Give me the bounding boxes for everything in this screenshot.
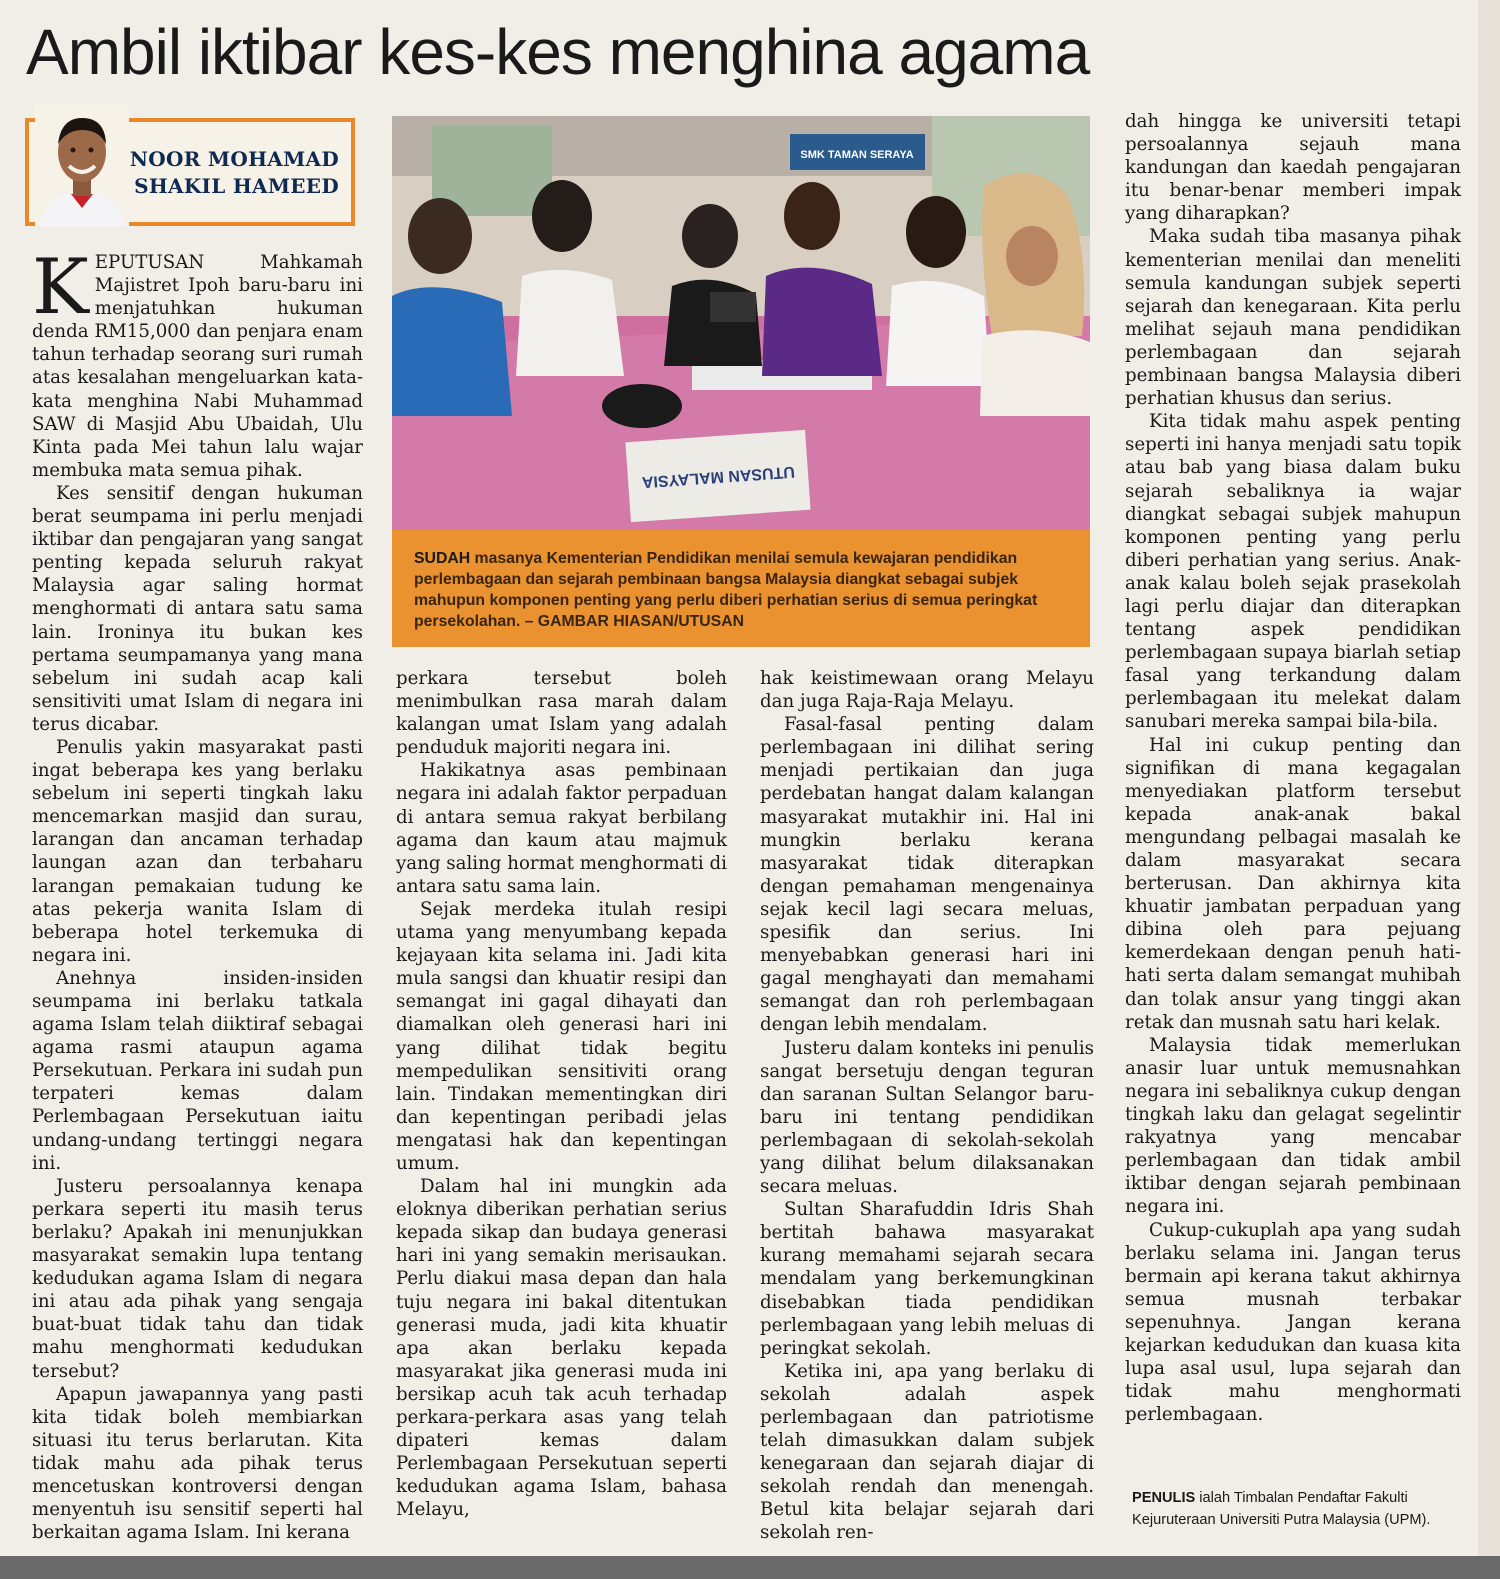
article-column-4 <box>1125 110 1461 1426</box>
article-column-3 <box>760 667 1094 1545</box>
article-column-1 <box>32 242 363 1544</box>
photo-caption <box>392 530 1090 647</box>
caption-lead: SUDAH <box>414 550 471 567</box>
article-paragraph: Ketika ini, apa yang berlaku di sekolah adalah aspek perlembagaan dan patriotisme telah dimasukkan dalam subjek kenegaraan dan sejarah diajar di sekolah rendah dan menengah. Betul kita belajar sejarah dari sekolah ren- <box>760 1360 1094 1544</box>
headline: Ambil iktibar kes-kes menghina agama <box>26 16 1090 88</box>
article-paragraph: Anehnya insiden-insiden seumpama ini berlaku tatkala agama Islam telah diiktiraf sebagai agama rasmi ataupun agama Persekutuan. Perkara ini sudah pun terpateri kemas dalam Perlembagaan Persekutuan iaitu undang-undang tertinggi negara ini. <box>32 967 363 1174</box>
author-note <box>1132 1487 1472 1531</box>
article-paragraph: Malaysia tidak memerlukan anasir luar untuk memusnahkan negara ini sebaliknya cukup dengan tingkah laku dan gelagat segelintir rakyatnya yang mencabar perlembagaan dan tidak ambil iktibar dengan sejarah pembinaan negara ini. <box>1125 1034 1461 1218</box>
newspaper-text: UTUSAN MALAYSIA <box>641 462 796 491</box>
article-paragraph: Justeru persoalannya kenapa perkara seperti itu masih terus berlaku? Apakah ini menunjukkan masyarakat semakin lupa tentang kedudukan agama Islam di negara ini atau ada pihak yang sengaja buat-buat tidak tahu dan tidak mahu menghormati kedudukan tersebut? <box>32 1175 363 1382</box>
author-byline <box>25 104 355 226</box>
article-paragraph: Cukup-cukuplah apa yang sudah berlaku selama ini. Jangan terus bermain api kerana takut akhirnya semua musnah terbakar sepenuhnya. Jangan kerana kejarkan kedudukan dan kuasa kita lupa asal usul, lupa sejarah dan tidak mahu menghormati perlembagaan. <box>1125 1219 1461 1426</box>
article-paragraph: Dalam hal ini mungkin ada eloknya diberikan perhatian serius kepada sikap dan budaya generasi hari ini yang semakin merisaukan. Perlu diakui masa depan dan hala tuju negara ini bakal ditentukan generasi muda, jadi kita khuatir apa akan berlaku kepada masyarakat jika generasi muda ini bersikap acuh tak acuh terhadap perkara-perkara asas yang telah dipateri kemas dalam Perlembagaan Persekutuan seperti kedudukan agama Islam, bahasa Melayu, <box>396 1176 727 1521</box>
author-name-line1: NOOR MOHAMAD <box>129 147 339 171</box>
article-paragraph: KEPUTUSAN Mahkamah Majistret Ipoh baru-baru ini menjatuhkan hukuman denda RM15,000 dan penjara enam tahun terhadap seorang suri rumah atas kesalahan mengeluarkan kata-kata menghina Nabi Muhammad SAW di Masjid Abu Ubaidah, Ulu Kinta pada Mei tahun lalu wajar membuka mata semua pihak. <box>32 242 363 481</box>
article-paragraph: Hakikatnya asas pembinaan negara ini adalah faktor perpaduan di antara semua rakyat berbilang agama dan kaum atau majmuk yang saling hormat menghormati di antara satu sama lain. <box>396 760 727 897</box>
author-name <box>121 146 339 200</box>
author-avatar <box>35 104 129 226</box>
article-paragraph: Apapun jawapannya yang pasti kita tidak boleh membiarkan situasi itu terus berlarutan. Kita tidak mahu ada pihak terus mencetuskan kontroversi dengan menyentuh isu sensitif seperti hal berkaitan agama Islam. Ini kerana <box>32 1383 363 1544</box>
article-paragraph: perkara tersebut boleh menimbulkan rasa marah dalam kalangan umat Islam yang adalah penduduk majoriti negara ini. <box>396 668 727 759</box>
article-column-2 <box>396 667 727 1521</box>
author-note-text: ialah Timbalan Pendaftar Fakulti Kejuruteraan Universiti Putra Malaysia (UPM). <box>1132 1490 1431 1528</box>
article-paragraph: Hal ini cukup penting dan signifikan di mana kegagalan menyediakan platform tersebut kepada anak-anak bakal mengundang pelbagai masalah ke dalam masyarakat secara berterusan. Dan akhirnya kita khuatir jambatan perpaduan yang dibina oleh para pejuang kemerdekaan dengan penuh hati-hati serta dalam semangat muhibah dan tolak ansur yang tinggi akan retak dan musnah satu hari kelak. <box>1125 734 1461 1033</box>
caption-text: masanya Kementerian Pendidikan menilai semula kewajaran pendidikan perlembagaan dan sejarah pembinaan bangsa Malaysia diangkat sebagai subjek mahupun komponen penting yang perlu diberi perhatian serius di semua peringkat persekolahan. – GAMBAR HIASAN/UTUSAN <box>414 550 1038 630</box>
adjacent-page-edge <box>1478 0 1500 1556</box>
author-name-line2: SHAKIL HAMEED <box>134 174 339 198</box>
article-paragraph: Sultan Sharafuddin Idris Shah bertitah bahawa masyarakat kurang memahami sejarah secara mendalam yang berkemungkinan disebabkan tiada pendidikan perlembagaan yang lebih meluas di peringkat sekolah. <box>760 1199 1094 1359</box>
author-note-label: PENULIS <box>1132 1490 1196 1506</box>
article-paragraph: Penulis yakin masyarakat pasti ingat beberapa kes yang berlaku sebelum ini seperti tingkah laku mencemarkan masjid dan surau, larangan dan ancaman terhadap laungan azan dan terbaharu larangan pemakaian tudung ke atas pekerja wanita Islam di beberapa hotel terkemuka di negara ini. <box>32 736 363 966</box>
article-photo <box>392 116 1090 530</box>
article-paragraph: Maka sudah tiba masanya pihak kementerian menilai dan meneliti semula kandungan subjek seperti sejarah dan kenegaraan. Kita perlu melihat sejauh mana pendidikan perlembagaan dan sejarah pembinaan bangsa Malaysia diberi perhatian khusus dan serius. <box>1125 226 1461 410</box>
article-paragraph: dah hingga ke universiti tetapi persoalannya sejauh mana kandungan dan kaedah pengajaran itu benar-benar memberi impak yang diharapkan? <box>1125 111 1461 225</box>
drop-cap: K <box>32 242 89 331</box>
article-paragraph: Kita tidak mahu aspek penting seperti ini hanya menjadi satu topik atau bab yang biasa dalam buku sejarah sebaliknya ia wajar diangkat sebagai subjek mahupun komponen penting yang perlu diberi perhatian yang serius. Anak-anak kalau boleh sejak prasekolah lagi perlu diajar dan diterapkan tentang aspek pendidikan perlembagaan supaya biarlah setiap fasal yang terkandung dalam perlembagaan itu melekat dalam sanubari mereka sampai bila-bila. <box>1125 411 1461 733</box>
article-paragraph: hak keistimewaan orang Melayu dan juga Raja-Raja Melayu. <box>760 668 1094 713</box>
classroom-photo <box>392 116 1090 530</box>
article-paragraph: Sejak merdeka itulah resipi utama yang menyumbang kepada kejayaan kita selama ini. Jadi kita mula sangsi dan khuatir resipi dan semangat ini gagal dihayati dan diamalkan oleh generasi hari ini yang dilihat tidak begitu mempedulikan sensitiviti orang lain. Tindakan mementingkan diri dan kepentingan peribadi jelas mengatasi hak dan kepentingan umum. <box>396 898 727 1174</box>
article-paragraph: Fasal-fasal penting dalam perlembagaan ini dilihat sering menjadi pertikaian dan juga perdebatan hangat dalam kalangan masyarakat mutakhir ini. Hal ini mungkin berlaku kerana masyarakat tidak diterapkan dengan pemahaman mengenainya sejak kecil lagi secara meluas, spesifik dan serius. Ini menyebabkan generasi hari ini gagal menghayati dan memahami semangat dan roh perlembagaan dengan lebih mendalam. <box>760 714 1094 1036</box>
scan-bottom-band <box>0 1556 1500 1579</box>
article-paragraph: Kes sensitif dengan hukuman berat seumpama ini perlu menjadi iktibar dan pengajaran yang sangat penting kepada seluruh rakyat Malaysia agar saling hormat menghormati di antara satu sama lain. Ironinya itu bukan kes pertama seumpamanya yang mana sebelum ini sudah acap kali sensitiviti umat Islam di negara ini terus dicabar. <box>32 482 363 735</box>
article-paragraph: Justeru dalam konteks ini penulis sangat bersetuju dengan teguran dan saranan Sultan Selangor baru-baru ini tentang pendidikan perlembagaan di sekolah-sekolah yang dilihat belum dilaksanakan secara meluas. <box>760 1037 1094 1198</box>
school-sign-text: SMK TAMAN SERAYA <box>800 149 914 161</box>
